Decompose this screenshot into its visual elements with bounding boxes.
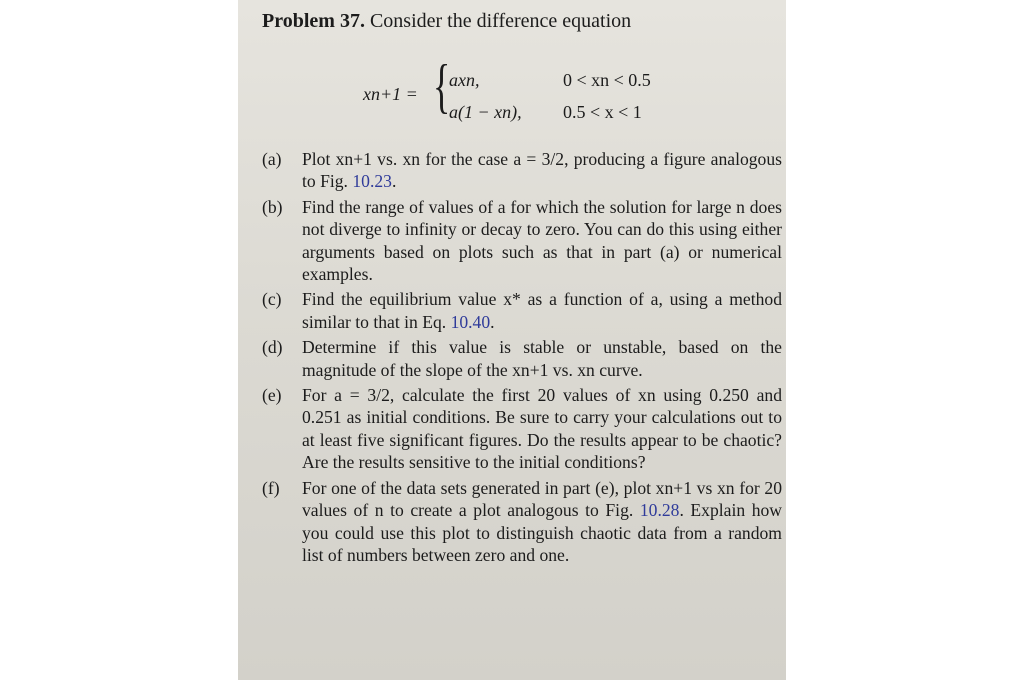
- part-text-end: .: [391, 171, 397, 192]
- part-c: [262, 288, 782, 333]
- case-2-expression: a(1 − xn),: [449, 102, 522, 122]
- part-a: [262, 148, 782, 193]
- problem-parts: [262, 148, 782, 569]
- part-e: [262, 384, 782, 474]
- case-1-expression: axn,: [449, 70, 480, 90]
- equation-lhs: xn+1 =: [363, 84, 418, 104]
- part-label: (e): [262, 385, 282, 406]
- part-label: (d): [262, 337, 283, 358]
- part-label: (c): [262, 289, 282, 310]
- part-f: [262, 477, 782, 567]
- part-d: [262, 336, 782, 381]
- problem-heading: [262, 10, 631, 33]
- problem-intro: Consider the difference equation: [369, 10, 632, 32]
- left-brace-icon: {: [433, 53, 451, 119]
- figure-reference-link[interactable]: 10.28: [639, 500, 680, 521]
- part-text-end: .: [490, 311, 495, 332]
- part-text: Find the equilibrium value x* as a function of a, using a method similar to that in Eq.: [302, 289, 782, 332]
- case-2-condition: 0.5 < x < 1: [563, 102, 642, 122]
- part-text: For a = 3/2, calculate the first 20 values of xn using 0.250 and 0.251 as initial conditions. Be sure to carry your calculations out to at least five significant figures. Do the results appear to be chaotic? Are the results sensitive to the initial conditions?: [302, 385, 782, 473]
- part-label: (b): [262, 196, 283, 217]
- case-1-condition: 0 < xn < 0.5: [563, 70, 651, 90]
- part-label: (a): [262, 149, 282, 169]
- part-text: Plot xn+1 vs. xn for the case a = 3/2, producing a figure analogous to Fig.: [302, 149, 782, 192]
- part-label: (f): [262, 477, 280, 498]
- problem-number: Problem 37.: [262, 10, 365, 32]
- equation-reference-link[interactable]: 10.40: [450, 311, 491, 332]
- textbook-page: [238, 0, 786, 680]
- part-b: [262, 196, 782, 286]
- part-text: For one of the data sets generated in part (e), plot xn+1 vs xn for 20 values of n to create a plot analogous to Fig.: [302, 477, 782, 521]
- part-text: Determine if this value is stable or unstable, based on the magnitude of the slope of the xn+1 vs. xn curve.: [302, 337, 782, 380]
- part-text-end: . Explain how you could use this plot to distinguish chaotic data from a random list of numbers between zero and one.: [302, 500, 782, 565]
- figure-reference-link[interactable]: 10.23: [352, 171, 392, 192]
- part-text: Find the range of values of a for which the solution for large n does not diverge to infinity or decay to zero. You can do this using either arguments based on plots such as that in part (a) or numerical examples.: [302, 196, 782, 285]
